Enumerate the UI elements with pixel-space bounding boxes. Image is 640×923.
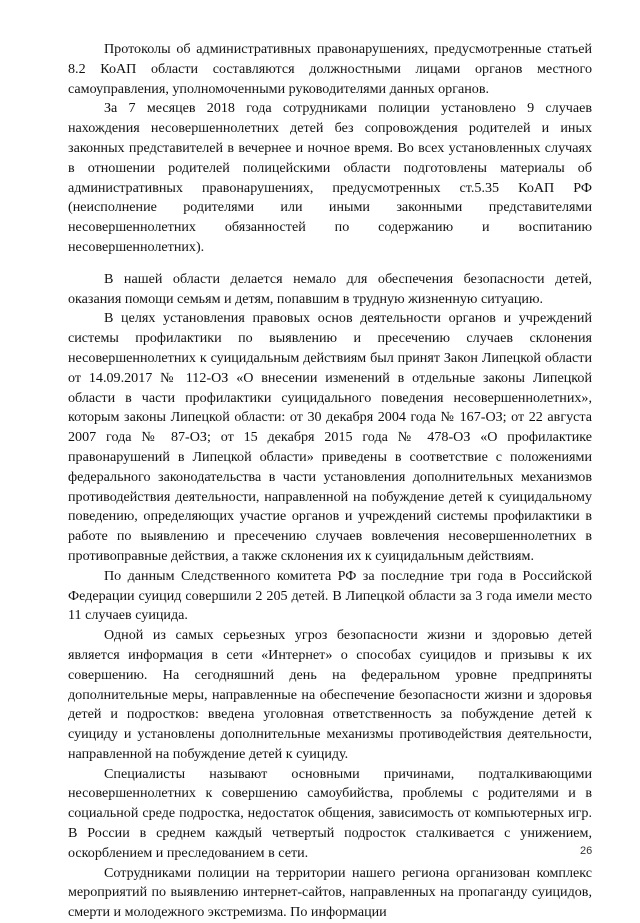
paragraph-internet-threats: Одной из самых серьезных угроз безопасности жизни и здоровью детей является информация в сети «Интернет» о способах суицидов и призывы к их совершению. На сегодняшний день на федеральном уровне предприняты дополнительные меры, направленные на обеспечение безопасности жизни и здоровья детей и подростков: введена уголовная ответственность за побуждение детей к суициду и установлены дополнительные механизмы противодействия деятельности, направленной на побуждение детей к суициду. (68, 627, 592, 762)
paragraph-investigative-committee: По данным Следственного комитета РФ за последние три года в Российской Федерации суицид совершили 2 205 детей. В Липецкой области за 3 года имели место 11 случаев суицида. (68, 567, 592, 624)
document-page (68, 40, 592, 923)
paragraph-child-safety: В нашей области делается немало для обеспечения безопасности детей, оказания помощи семьям и детям, попавшим в трудную жизненную ситуацию. (68, 270, 592, 307)
paragraph-administrative-protocols: Протоколы об административных правонарушениях, предусмотренные статьей 8.2 КоАП области составляются должностными лицами органов местного самоуправления, уполномоченными руководителями данных органов. (68, 41, 592, 97)
paragraph-suicide-causes: Специалисты называют основными причинами, подталкивающими несовершеннолетних к совершению самоубийства, проблемы с родителями и в социальной среде подростка, недостаток общения, зависимость от компьютерных игр. В России в среднем каждый четвертый подросток сталкивается с унижением, оскорблением и преследованием в сети. (68, 765, 592, 861)
page-number: 26 (580, 845, 593, 857)
paragraph-police-measures: Сотрудниками полиции на территории нашего региона организован комплекс мероприятий по выявлению интернет-сайтов, направленных на пропаганду суицидов, смерти и молодежного экстремизма. По информации (68, 864, 592, 921)
paragraph-police-cases: За 7 месяцев 2018 года сотрудниками полиции установлено 9 случаев нахождения несовершеннолетних детей без сопровождения родителей и иных законных представителей в вечернее и ночное время. Во всех установленных случаях в отношении родителей полицейскими области подготовлены материалы об административных правонарушениях, предусмотренных ст.5.35 КоАП РФ (неисполнение родителями или иными законными представителями несовершеннолетних обязанностей по содержанию и воспитанию несовершеннолетних). (68, 100, 592, 255)
paragraph-regional-law: В целях установления правовых основ деятельности органов и учреждений системы профилактики по выявлению и пресечению случаев склонения несовершеннолетних к суицидальным действиям был принят Закон Липецкой области от 14.09.2017 № 112-ОЗ «О внесении изменений в отдельные законы Липецкой области в части профилактики суицидального поведения несовершеннолетних», которым законы Липецкой области: от 30 декабря 2004 года № 167-ОЗ; от 22 августа 2007 года № 87-ОЗ; от 15 декабря 2015 года № 478-ОЗ «О профилактике правонарушений в Липецкой области» приведены в соответствие с положениями федерального законодательства в части установления дополнительных механизмов противодействия деятельности, направленной на побуждение детей к суицидальному поведению, определяющих участие органов и учреждений системы профилактики в работе по выявлению и пресечению случаев вовлечения несовершеннолетних в противоправные действия, а также склонения их к суицидальным действиям. (68, 310, 592, 564)
